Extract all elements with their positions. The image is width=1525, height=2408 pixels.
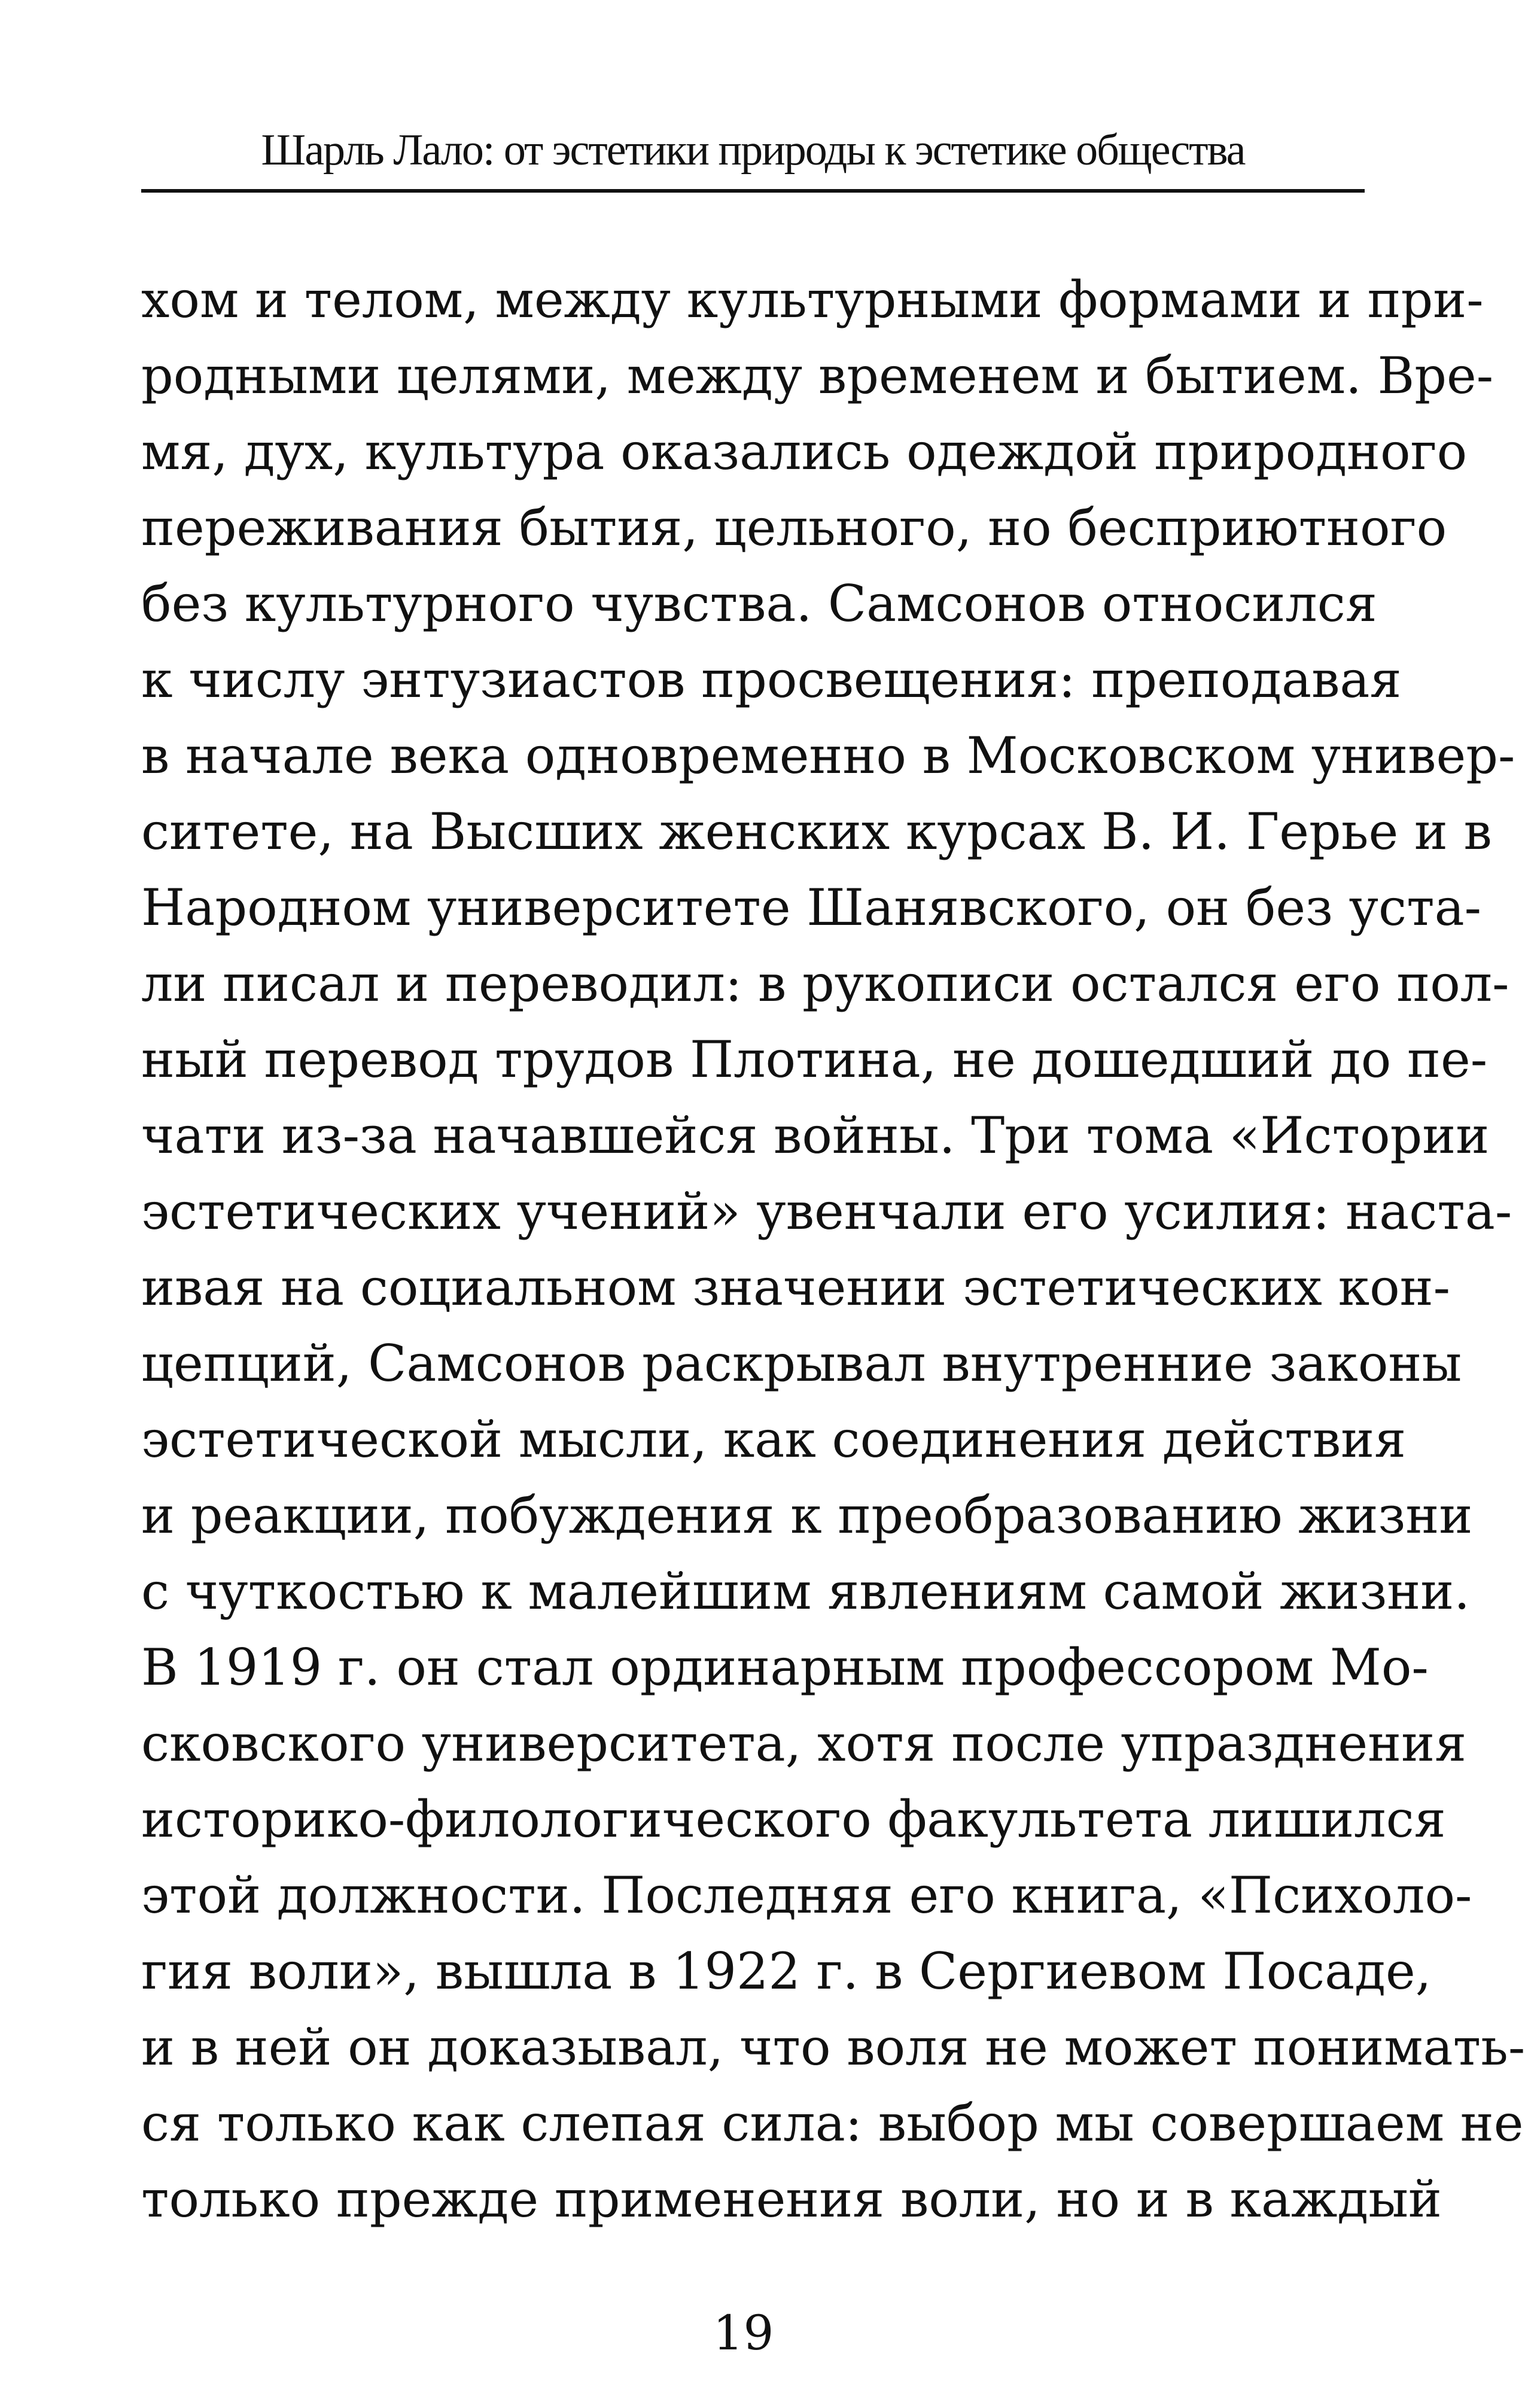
text-line: хом и телом, между культурными формами и при- [141,270,1484,329]
text-line: только прежде применения воли, но и в каждый [141,2170,1442,2229]
text-line: историко-филологического факультета лишился [141,1790,1446,1849]
text-line: ситете, на Высших женских курсах В. И. Герье и в [141,802,1492,861]
text-line: В 1919 г. он стал ординарным профессором Мо- [141,1638,1429,1697]
text-line: гия воли», вышла в 1922 г. в Сергиевом Посаде, [141,1942,1432,2001]
body-text [141,262,1525,2237]
text-line: цепций, Самсонов раскрывал внутренние законы [141,1334,1462,1393]
text-line: мя, дух, культура оказались одеждой природного [141,422,1468,481]
text-line: и в ней он доказывал, что воля не может понимать- [141,2018,1525,2077]
text-line: чати из-за начавшейся войны. Три тома «Истории [141,1106,1490,1165]
text-line: эстетических учений» увенчали его усилия: наста- [141,1182,1512,1241]
text-line: Народном университете Шанявского, он без уста- [141,878,1482,937]
text-line: и реакции, побуждения к преобразованию жизни [141,1486,1473,1545]
text-line: ся только как слепая сила: выбор мы совершаем не [141,2094,1524,2153]
text-line: переживания бытия, цельного, но бесприютного [141,498,1447,557]
text-line: к числу энтузиастов просвещения: преподавая [141,650,1402,709]
page-number: 19 [713,2305,774,2361]
text-line: родными целями, между временем и бытием. Вре- [141,346,1494,405]
running-head: Шарль Лало: от эстетики природы к эстетике общества [261,126,1245,175]
text-line: ли писал и переводил: в рукописи остался его пол- [141,954,1509,1013]
text-line: в начале века одновременно в Московском универ- [141,726,1515,785]
text-line: эстетической мысли, как соединения действия [141,1410,1407,1469]
header-rule [141,189,1365,193]
text-line: сковского университета, хотя после упразднения [141,1714,1467,1773]
text-line: этой должности. Последняя его книга, «Психоло- [141,1866,1472,1925]
text-line: ивая на социальном значении эстетических кон- [141,1258,1451,1317]
text-line: ный перевод трудов Плотина, не дошедший до пе- [141,1030,1488,1089]
text-line: без культурного чувства. Самсонов относился [141,574,1377,633]
text-line: с чуткостью к малейшим явлениям самой жизни. [141,1562,1470,1621]
